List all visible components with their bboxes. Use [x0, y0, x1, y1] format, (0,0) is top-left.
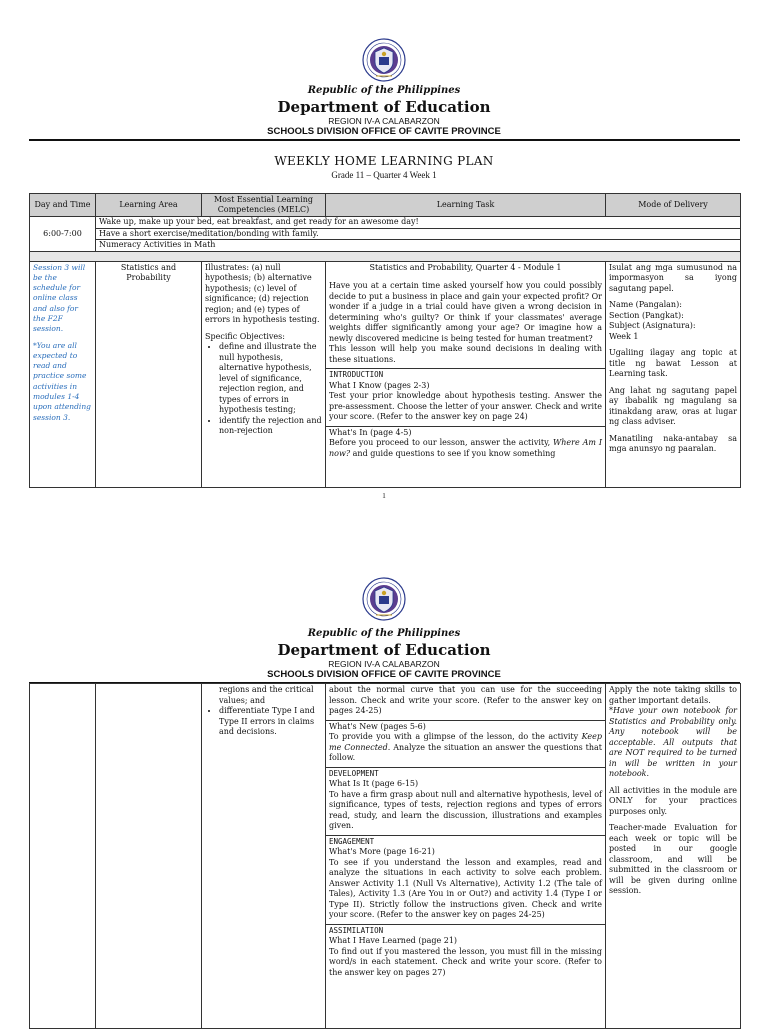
what-is-it-label: What Is It (page 6-15) — [329, 779, 419, 788]
engagement-label: ENGAGEMENT — [329, 836, 375, 846]
objective-item: • differentiate Type I and Type II errors in claims and decisions. — [219, 706, 322, 738]
mode-instruction: Isulat ang mga sumusunod na impormasyon sa iyong sagutang papel. — [609, 262, 737, 293]
whats-more-text: To see if you understand the lesson and examples, read and analyze the situations in each activity to solve each problem. Answer Activity 1.1 (Null Vs Alternative), Activity 1.2 (The tale of Tales), Activity 1.3 (Are You in or Out?) and activity 1.4 (Type I or Type II). Strictly follow the instructions given. Check and write your score. (Refer to the answer key on pages 24-25) — [329, 857, 602, 919]
intro-paragraph: Have you at a certain time asked yourself how you could possibly decide to put a business in place and gain your expected profit? Or wonder if a judge in a trial could have given a wrong decision in determining who's guilty? Or think if your classmates' average weights differ significantly among your age? Or imagine how a newly discovered medicine is being tested for human treatment? — [329, 281, 602, 343]
page-number: 1 — [382, 492, 386, 500]
region-heading: REGION IV-A CALABARZON — [328, 659, 440, 669]
learning-task-cell — [326, 684, 606, 1029]
whats-new-text: To provide you with a glimpse of the lesson, do the activity Keep me Connected. Analyze the situation an answer the questions that follow. — [329, 732, 603, 762]
development-label: DEVELOPMENT — [329, 768, 379, 778]
division-heading: SCHOOLS DIVISION OFFICE OF CAVITE PROVINCE — [267, 126, 501, 137]
assimilation-label: ASSIMILATION — [329, 925, 384, 935]
mode-field: Name (Pangalan): — [609, 300, 682, 309]
melc-cell — [202, 684, 326, 1029]
melc-cell — [202, 261, 326, 487]
whats-in-continued-block — [326, 684, 605, 721]
mode-instruction: Ugaliing ilagay ang topic at title ng bawat Lesson at Learning task. — [609, 348, 737, 378]
whats-new-block — [326, 721, 605, 768]
learning-area-cell — [96, 684, 202, 1029]
engagement-block — [326, 836, 605, 925]
header-rule — [29, 139, 740, 141]
schedule-row: Have a short exercise/meditation/bonding with family. — [96, 228, 741, 240]
development-block — [326, 768, 605, 836]
objectives-list — [205, 706, 322, 738]
republic-heading: Republic of the Philippines — [307, 628, 461, 639]
learning-area-cell: Statistics and Probability — [96, 261, 202, 487]
spacer-row — [30, 251, 741, 261]
learning-task-cell — [326, 261, 606, 487]
objective-item: • define and illustrate the null hypothesis, alternative hypothesis, level of significance, rejection region, and types of errors in hypothesis testing; — [219, 342, 322, 416]
what-is-it-text: To have a firm grasp about null and alternative hypothesis, level of significance, types of tests, rejection regions and types of errors read, study, and learn the discussion, illustrations and examples given. — [329, 789, 602, 830]
region-heading: REGION IV-A CALABARZON — [328, 116, 440, 126]
mode-instruction: Teacher-made Evaluation for each week or topic will be posted in our google classroom, and will be submitted in the classroom or will be given during online session. — [609, 823, 737, 895]
schedule-row: Numeracy Activities in Math — [96, 240, 741, 252]
whats-in-block — [326, 427, 605, 463]
whats-new-label: What's New (pages 5-6) — [329, 721, 426, 731]
what-i-have-learned-label: What I Have Learned (page 21) — [329, 936, 458, 945]
mode-cell — [606, 261, 741, 487]
deped-seal-icon — [362, 577, 406, 621]
objectives-label: Specific Objectives: — [205, 331, 285, 341]
what-i-have-learned-text: To find out if you mastered the lesson, you must fill in the missing word/s in each statement. Check and write your score. (Refer to the answer key on pages 27) — [329, 946, 602, 977]
deped-seal-icon — [362, 38, 406, 82]
schedule-row: Wake up, make up your bed, eat breakfast, and get ready for an awesome day! — [96, 217, 741, 229]
header-learning-task: Learning Task — [326, 194, 606, 217]
whats-in-continued-text: about the normal curve that you can use for the succeeding lesson. Check and write your score. (Refer to the answer key on pages 24-25) — [329, 685, 602, 715]
plan-grade: Grade 11 – Quarter 4 Week 1 — [331, 170, 437, 180]
header-melc: Most Essential Learning Competencies (MELC) — [202, 194, 326, 217]
mode-field: Subject (Asignatura): — [609, 321, 696, 330]
session-note: Session 3 will be the schedule for online class and also for the F2F session. — [33, 262, 86, 334]
mode-instruction: All activities in the module are ONLY for your practices purposes only. — [609, 785, 737, 816]
header-learning-area: Learning Area — [96, 194, 202, 217]
introduction-block — [326, 369, 605, 427]
what-i-know-label: What I Know (pages 2-3) — [329, 380, 430, 390]
assimilation-block — [326, 925, 605, 982]
whats-in-text: Before you proceed to our lesson, answer the activity, Where Am I now? and guide questions to see if you know something — [329, 438, 602, 458]
objective-item: • identify the rejection and non-rejection — [219, 416, 322, 437]
melc-continuation: regions and the critical values; and — [219, 685, 314, 705]
plan-title: WEEKLY HOME LEARNING PLAN — [274, 154, 494, 168]
module-title: Statistics and Probability, Quarter 4 - Module 1 — [369, 262, 562, 272]
intro-paragraph-2: This lesson will help you make sound decisions in dealing with these situations. — [329, 344, 602, 364]
melc-intro: Illustrates: (a) null hypothesis; (b) alternative hypothesis; (c) level of significance; (d) rejection region; and (e) types of errors in hypothesis testing. — [205, 262, 320, 324]
header-mode: Mode of Delivery — [606, 194, 741, 217]
division-heading: SCHOOLS DIVISION OFFICE OF CAVITE PROVINCE — [267, 669, 501, 680]
introduction-label: INTRODUCTION — [329, 370, 384, 379]
whats-more-label: What's More (page 16-21) — [329, 847, 435, 856]
session-note: *You are all expected to read and practice some activities in modules 1-4 upon attending session 3. — [33, 340, 91, 422]
mode-instruction: Apply the note taking skills to gather important details. — [609, 685, 737, 705]
learning-plan-table — [29, 193, 741, 488]
learning-plan-table-continued — [29, 683, 741, 1029]
module-block — [326, 262, 605, 370]
what-i-know-text: Test your prior knowledge about hypothesis testing. Answer the pre-assessment. Choose the letter of your answer. Check and write your score. (Refer to the answer key on page 24) — [329, 391, 602, 421]
republic-heading: Republic of the Philippines — [307, 85, 461, 96]
mode-field: Week 1 — [609, 331, 639, 341]
session-note-cell — [30, 261, 96, 487]
mode-cell — [606, 684, 741, 1029]
page-2 — [0, 565, 768, 1024]
mode-instruction: Manatiling naka-antabay sa mga anunsyo ng paaralan. — [609, 433, 737, 453]
mode-field: Section (Pangkat): — [609, 310, 684, 320]
header-day-time: Day and Time — [30, 194, 96, 217]
mode-instruction: Ang lahat ng sagutang papel ay ibabalik ng magulang sa itinakdang araw, oras at lugar ng class adviser. — [609, 385, 737, 426]
schedule-time: 6:00-7:00 — [30, 217, 96, 252]
objectives-list — [205, 342, 322, 437]
department-heading: Department of Education — [277, 641, 491, 659]
mode-instruction: *Have your own notebook for Statistics and Probability only. Any notebook will be acceptable. All outputs that are NOT required to be turned in will be written in your notebook. — [609, 706, 737, 778]
whats-in-label: What's In (page 4-5) — [329, 427, 412, 437]
day-time-cell — [30, 684, 96, 1029]
department-heading: Department of Education — [277, 98, 491, 116]
